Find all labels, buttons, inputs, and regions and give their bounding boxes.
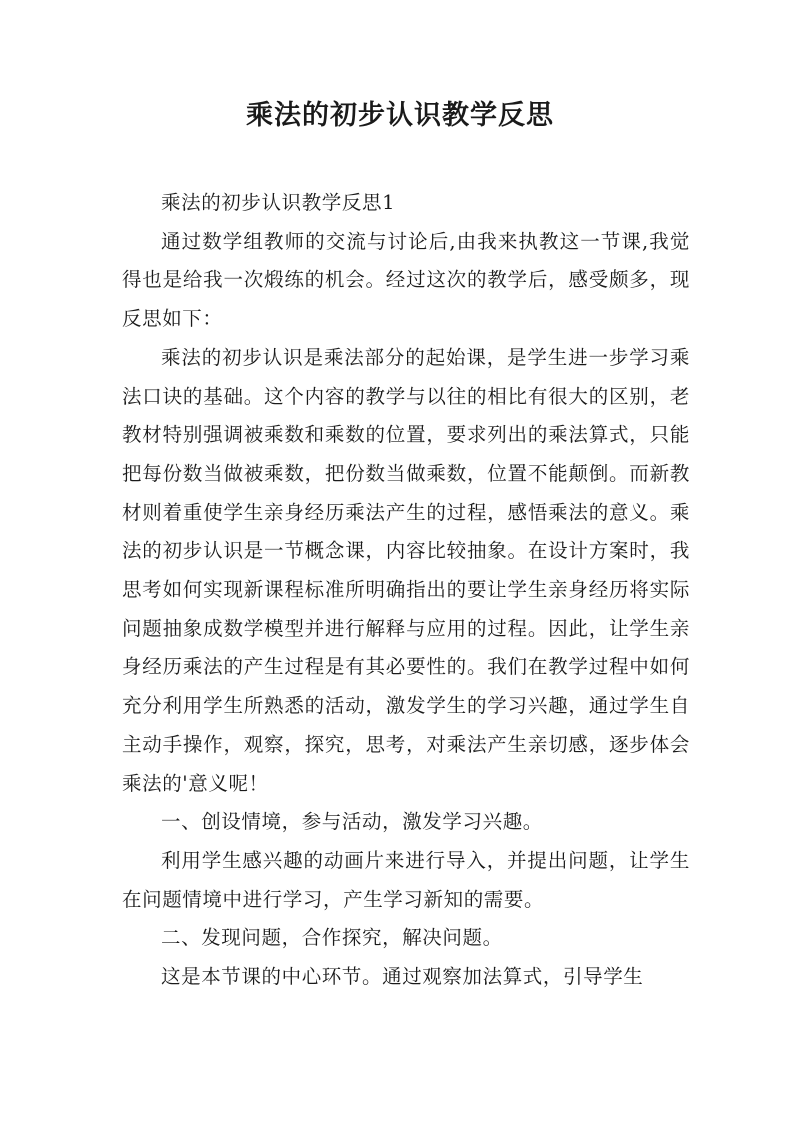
paragraph-subtitle: 乘法的初步认识教学反思1 (161, 191, 396, 214)
document-body (122, 184, 690, 997)
section-heading-two: 二、发现问题，合作探究，解决问题。 (161, 926, 503, 950)
document-title: 乘法的初步认识教学反思 (246, 100, 554, 131)
paragraph-section-two: 这是本节课的中心环节。通过观察加法算式，引导学生 (161, 965, 644, 989)
paragraph-main: 乘法的初步认识是乘法部分的起始课，是学生进一步学习乘法口诀的基础。这个内容的教学与以往的相比有很大的区别，老教材特别强调被乘数和乘数的位置，要求列出的乘法算式，只能把每份数当做被乘数，把份数当做乘数，位置不能颠倒。而新教材则着重使学生亲身经历乘法产生的过程，感悟乘法的意义。乘法的初步认识是一节概念课，内容比较抽象。在设计方案时，我思考如何实现新课程标准所明确指出的要让学生亲身经历将实际问题抽象成数学模型并进行解释与应用的过程。因此，让学生亲身经历乘法的产生过程是有其必要性的。我们在教学过程中如何充分利用学生所熟悉的活动，激发学生的学习兴趣，通过学生自主动手操作，观察，探究，思考，对乘法产生亲切感，逐步体会乘法的'意义呢！ (122, 345, 690, 795)
section-heading-one: 一、创设情境，参与活动，激发学习兴趣。 (161, 810, 543, 834)
paragraph-intro: 通过数学组教师的交流与讨论后,由我来执教这一节课,我觉得也是给我一次煅练的机会。经过这次的教学后，感受颇多，现反思如下： (122, 229, 690, 331)
paragraph-section-one: 利用学生感兴趣的动画片来进行导入，并提出问题，让学生在问题情境中进行学习，产生学习新知的需要。 (122, 848, 690, 911)
